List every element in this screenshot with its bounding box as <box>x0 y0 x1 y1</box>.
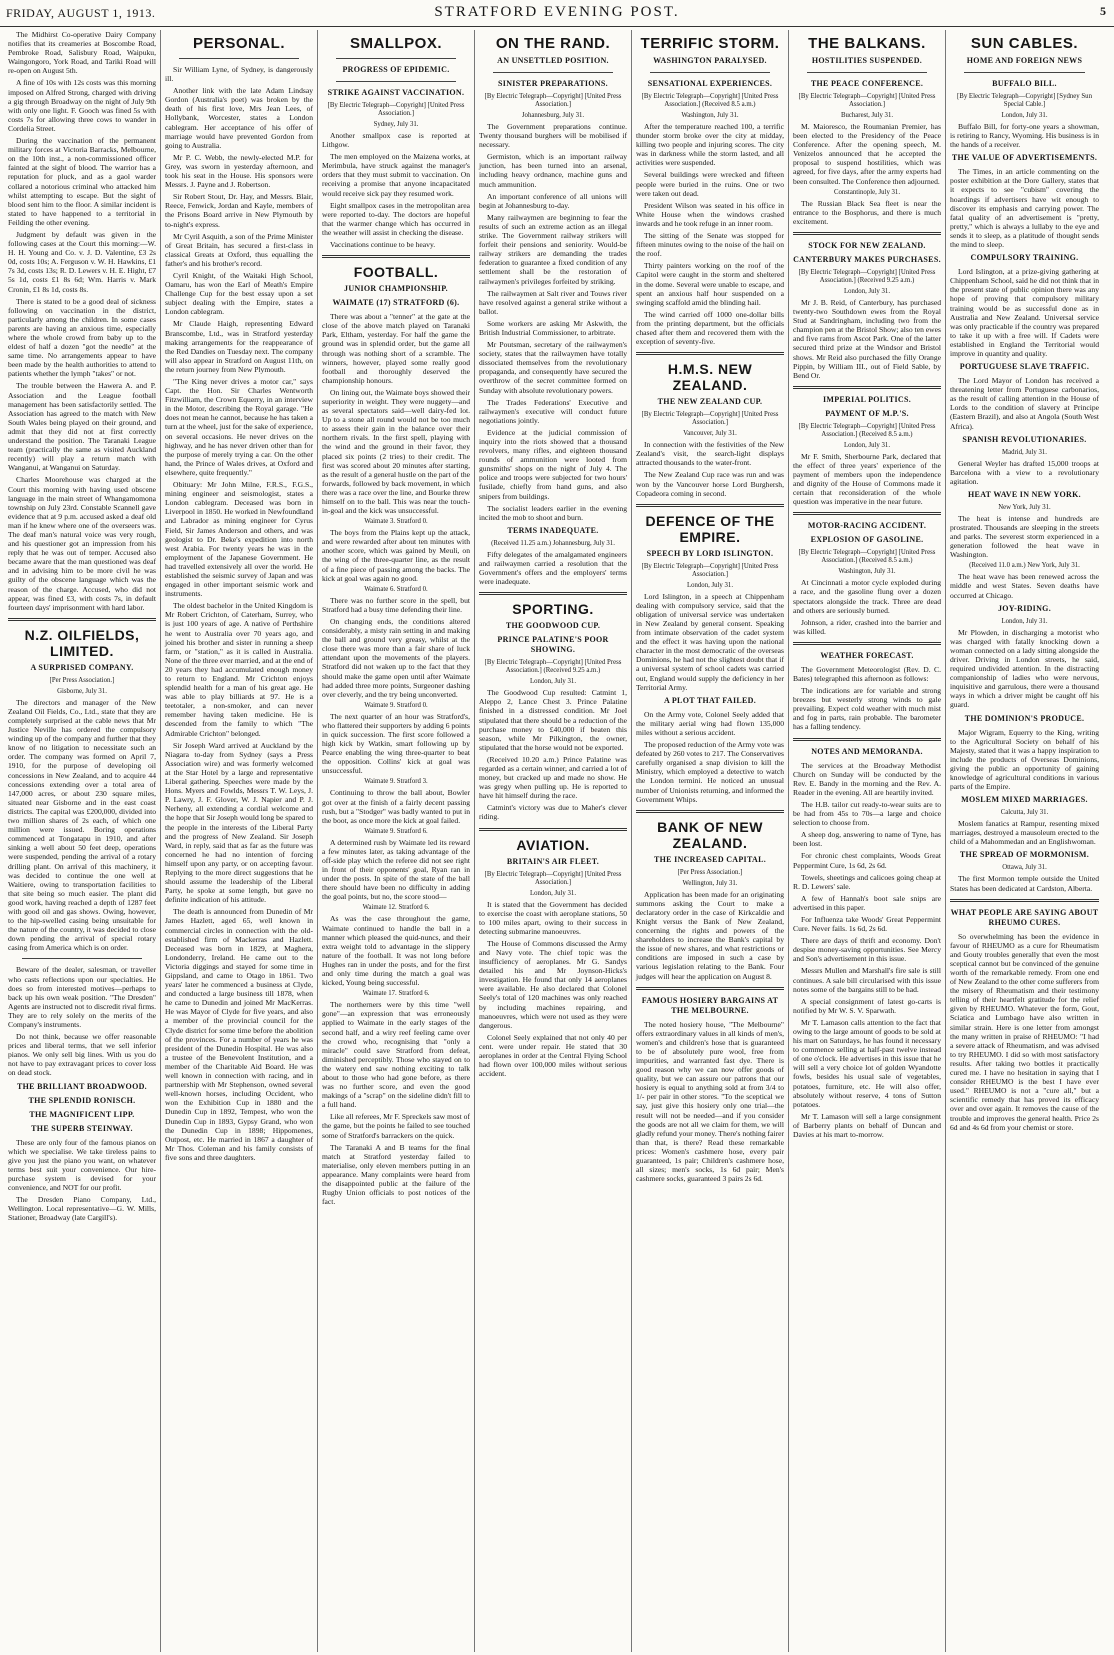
article-paragraph: The Lord Mayor of London has received a threatening letter from Portuguese carbonarios, as the result of calling attention in the House of Lords to the condition of slavery at Principe (Eastern Brazil), and also at Angola (South West Africa). <box>950 376 1099 431</box>
headline: AVIATION. <box>516 836 590 853</box>
article-paragraph: The New Zealand Cup race was run and was won by the Vancouver horse Lord Burghersh, Copadeora coming in second. <box>636 470 784 498</box>
article-paragraph: In connection with the festivities of the New Zealand's visit, the search-light displays attracted thousands to the water-front. <box>636 440 784 468</box>
article-paragraph: Catmint's victory was due to Maher's clever riding. <box>479 803 627 822</box>
article-paragraph: The Midhirst Co-operative Dairy Company notifies that its creameries at Boscombe Road, Pembroke Road, Salisbury Road, Waipuku, Waingongoro, York Road, and Tariki Road will re-open on August 5th. <box>8 30 156 76</box>
column-7 <box>946 30 1103 1652</box>
article-paragraph: As was the case throughout the game, Waimate continued to handle the ball in a manner which pleased the quid-nuncs, and their extra weight told to advantage in the slippery nature of the football. It was not long before Hughes ran in under the posts, and for the first and only time during the match a goal was kicked, Young being successful. <box>322 914 470 988</box>
headline: FOOTBALL. <box>353 264 439 281</box>
article-paragraph: On the Army vote, Colonel Seely added that the military aerial wing had flown 135,000 miles without a serious accident. <box>636 709 784 737</box>
dateline: London, July 31. <box>1001 617 1048 625</box>
credit-line: [By Electric Telegraph—Copyright] [United Press Association.] (Received 8.5 a.m.) <box>641 93 779 108</box>
subheading: HOSTILITIES SUSPENDED. <box>811 56 923 65</box>
dateline: London, July 31. <box>686 581 734 589</box>
issue-date: FRIDAY, AUGUST 1, 1913. <box>6 6 156 20</box>
credit-line: [By Electric Telegraph—Copyright] [United Press Association.] (Received 8.5 a.m.) <box>798 549 936 565</box>
subheading: A PLOT THAT FAILED. <box>663 695 757 705</box>
column-5 <box>632 30 789 1652</box>
article-paragraph: The boys from the Plains kept up the attack, and were rewarded after about ten minutes with another score, which was gained by Meuli, on the wing of the three-quarter line, as the result of a fine piece of passing among the backs. The kick at goal was again no good. <box>322 528 470 583</box>
headline: PERSONAL. <box>192 35 285 52</box>
divider <box>493 72 613 73</box>
dateline: Washington, July 31. <box>838 568 896 576</box>
divider <box>793 738 941 741</box>
credit-line: [By Electric Telegraph—Copyright] [United Press Association.] (Received 9.25 a.m.) <box>798 268 936 284</box>
article-paragraph: Sir Robert Stout, Dr. Hay, and Messrs. Blair, Reece, Fenwick, Jordan and Kayle, members of the Prisons Board arrive in New Plymouth by to-night's express. <box>165 192 313 229</box>
article-paragraph: Evidence at the judicial commission of inquiry into the riots showed that a thousand revolvers, many rifles, and eighteen thousand rounds of ammunition were looted from gunsmiths' shops on the night of July 4. The police and troops were subjected for two hours' fusilade, chiefly from hand guns, and also snipers from buildings. <box>479 427 627 501</box>
subheading: THE INCREASED CAPITAL. <box>653 854 767 864</box>
article-paragraph: The northerners were by this time "well gone"—an expression that was erroneously applied to Waimate in the early stages of the second half, and a wiry reef feeling came over the crowd who, recognising that "only a miracle" could save Stratford from defeat, diminished perceptibly. Those who stayed on to the watery end saw nothing exciting to talk about to those who had gone before, as there was no further score, and even the good makings of a "scrap" on the sideline didn't fill to a full hand. <box>322 1000 470 1110</box>
article-paragraph: Many railwaymen are beginning to fear the results of such an extreme action as an illegal strike. The Government railway strikers will forfeit their pensions and seniority. Would-be railway strikers are demanding the trades federation to guarantee a fixed condition of any settlement shall be the restoration of railwaymen's privileges forfeited by striking. <box>479 212 627 286</box>
article-paragraph: At Cincinnati a motor cycle exploded during a race, and the gasoline flung over a dozen spectators alongside the track. Three are dead and others are seriously burned. <box>793 578 941 615</box>
subheading: BUFFALO BILL. <box>992 79 1057 88</box>
article-paragraph: General Weyler has drafted 15,000 troops at Barcelona with a view to a revolutionary agitation. <box>950 458 1099 486</box>
article-paragraph: The Russian Black Sea fleet is near the entrance to the Bosphorus, and there is much excitement. <box>793 198 941 226</box>
dateline: Wellington, July 31. <box>682 879 738 887</box>
article-paragraph: M. Maioresco, the Roumanian Premier, has been elected to the Presidency of the Peace Conference. After the opening speech, M. Venizelos announced that he accepted the proposal to suspend hostilities, which was agreed, for five days, after the army experts had been consulted. The Conference then adjourned. <box>793 122 941 186</box>
headline: DEFENCE OF THE EMPIRE. <box>645 512 775 545</box>
score-line: Waimate 9. Stratford 3. <box>364 778 428 786</box>
column-3 <box>318 30 475 1652</box>
subheading: PRINCE PALATINE'S POOR SHOWING. <box>497 635 609 655</box>
dateline: Constantinople, July 31. <box>833 188 901 196</box>
article-paragraph: During the vaccination of the permanent military forces at Victoria Barracks, Melbourne, on the 10th inst., a non-commissioned officer fainted at the sight of blood. The warrior has a reputation for pluck, and as a gaol warder collared a notorious criminal who attacked him whilst attempting to escape. But the sight of blood sent him to the floor. A similar incident is stated to have happened to a territorial in Feilding the other evening. <box>8 136 156 227</box>
article-paragraph: The men employed on the Maizena works, at Merimbula, have struck against the manager's orders that they must submit to vaccination. On receiving a promise that anyone incapacitated would receive sick pay they resumed work. <box>322 152 470 198</box>
subheading: PAYMENT OF M.P.'S. <box>825 408 909 418</box>
subheading: STRIKE AGAINST VACCINATION. <box>327 88 465 97</box>
article-paragraph: The Government Meteorologist (Rev. D. C. Bates) telegraphed this afternoon as follows: <box>793 664 941 683</box>
article-paragraph: Continuing to throw the ball about, Bowler got over at the finish of a fairly decent passing rush, but a "Stodger" was badly wanted to put in the boot, as once more the kick at goal failed. <box>322 788 470 825</box>
divider <box>479 592 627 595</box>
article-paragraph: (Received 10.20 a.m.) Prince Palatine was regarded as a certain winner, and carried a lot of money, but cracked up and made no show. He was gregy when pulling up. He is reported to have hit himself during the race. <box>479 754 627 801</box>
divider <box>793 386 941 389</box>
subheading: TERMS INADEQUATE. <box>507 525 599 535</box>
article-paragraph: On lining out, the Waimate boys showed their superiority in weight. They were nuggety—and as several spectators said—well dairy-fed lot. Up to a stone all round would not be too much to assess their gain in the balance over their northern rivals. In the first spell, playing with the wind and the ground in their favor, they placed six points (2 tries) to their credit. The first was scored about 20 minutes after starting, as the result of a general hustle on the part of the forwards, followed by back movement, in which there was a race over the line, and Bourke threw himself on to the ball. This was near the touch-in-goal and the kick was unsuccessful. <box>322 387 470 516</box>
headline: NOTES AND MEMORANDA. <box>811 746 923 756</box>
article-paragraph: Obituary: Mr John Milne, F.R.S., F.G.S., mining engineer and seismologist, states a London cablegram. Deceased was born in Liverpool in 1850. He worked in Newfoundland and Labrador as mining engineer for Cyrus Field, Sir James Anderson and others, and was geologist to Dr. Beke's expedition into north west Arabia. For twenty years he was in the employment of the Japanese Government. He had travelled extensively all over the world. He established the seismic survey of Japan and was engaged in other important seismic work and instruments. <box>165 480 313 599</box>
article-paragraph: Judgment by default was given in the following cases at the Court this morning:—W. H. H. Young and Co. v. J. D. Valentine, £3 2s 0d, costs 10s; A. Ferguson v. W. H. Hawkins, £1 7s 3d, costs 13s; R. D. Lewers v. H. E. Hight, £7 5s 1d, costs £1 8s 6d; Wm. Harris v. Mark Cronin, £1 8s 1d, costs 8s. <box>8 229 156 294</box>
advert-paragraph: Beware of the dealer, salesman, or traveller who casts reflections upon our specialties. He does so from interested motives—perhaps to back up his own weak position. "The Dresden" Agents are instructed not to discredit rival firms. They are to rely solely on the merits of the Company's instruments. <box>8 965 156 1029</box>
headline: TERRIFIC STORM. <box>640 35 780 52</box>
subheading: THE GOODWOOD CUP. <box>505 621 601 631</box>
divider <box>636 352 784 355</box>
article-paragraph: A fine of 10s with 12s costs was this morning imposed on Alfred Strong, charged with driving a gig through Broadway on the night of July 9th with only one light. F. Gooch was fined 5s with costs 7s for allowing three cows to wander in Cordelia Street. <box>8 78 156 133</box>
article-paragraph: Germiston, which is an important railway junction, has been turned into an arsenal, including heavy ordnance, machine guns and much ammunition. <box>479 152 627 189</box>
subheading: THE DOMINION'S PRODUCE. <box>964 713 1085 723</box>
advert-line: THE SUPERB STEINWAY. <box>31 1123 133 1133</box>
headline: IMPERIAL POLITICS. <box>822 394 912 404</box>
article-paragraph: The first Mormon temple outside the United States has been dedicated at Cardston, Alberta. <box>950 874 1099 893</box>
dateline: London, July 31. <box>1001 112 1048 119</box>
column-6 <box>789 30 946 1652</box>
article-paragraph: Another smallpox case is reported at Lithgow. <box>322 131 470 150</box>
subheading: HEAT WAVE IN NEW YORK. <box>968 489 1081 499</box>
page-number: 5 <box>1100 4 1106 18</box>
article-paragraph: The directors and manager of the New Zealand Oil Fields, Co., Ltd., state that they are completely surprised at the cable news that Mr Justice Neville has ordered the compulsory winding up of the company and further that they know of no litigation to necessitate such an order. The company was formed on April 7, 1910, for the purpose of developing oil concessions in New Zealand, and to acquire 44 concessions extending over a total area of 147,000 acres, or about 230 square miles, situated near Gisborne and in the east coast districts. The capital was £200,000, divided into two million shares of 2s each, of which one million were issued. Boring operations commenced at Tongatapu in 1910, and after sinking a well about 50 feet deep, operations were suspended, pending the arrival of a rotary drilling plant. On arrival of this machinery, it was decided to continue the one well at Waitiere, owing to transportation facilities to that site being so much easier. The plant did good work, having reached a depth of 1287 feet with good oil and gas shows. Owing, however, to the hip-swelled casing being unsuitable for the nature of the country, it was decided to close down pending the arrival of special rotary casing from America which is on order. <box>8 697 156 953</box>
credit-line: [By Electric Telegraph—Copyright] [United Press Association.] (Received 8.5 a.m.) <box>798 422 936 438</box>
subheading: SPANISH REVOLUTIONARIES. <box>962 434 1087 444</box>
article-paragraph: The proposed reduction of the Army vote was defeated by 260 votes to 217. The Conservatives carefully organised a snap division to kill the Ministry, which employed a detective to watch the London termini. He noticed an unusual number of Unionists returning, and informed the Government Whips. <box>636 740 784 804</box>
article-paragraph: The heat wave has been renewed across the middle and west States. Seven deaths have occurred at Chicago. <box>950 572 1099 600</box>
dateline: Washington, July 31. <box>681 112 739 119</box>
dateline: Ottawa, July 31. <box>1002 864 1047 872</box>
score-line: Waimate 12. Stratford 6. <box>362 904 430 912</box>
article-paragraph: For chronic chest complaints, Woods Great Peppermint Cure, 1s 6d, 2s 6d. <box>793 851 941 870</box>
headline: SMALLPOX. <box>349 35 442 52</box>
article-paragraph: The Taranaki A and B teams for the final match at Stratford yesterday failed to materialise, only eleven members putting in an appearance. Many complaints were heard from the disappointed public at the failure of the Rugby Union officials to post notices of the fact. <box>322 1142 470 1207</box>
article-paragraph: Mr Cyril Asquith, a son of the Prime Minister of Great Britain, has secured a first-class in classical Greats at Oxford, thus equalling the father's and his brother's record. <box>165 231 313 268</box>
columns <box>4 30 1110 1652</box>
headline: SUN CABLES. <box>970 35 1079 52</box>
advert-headline: FAMOUS HOSIERY BARGAINS AT THE MELBOURNE. <box>641 995 779 1015</box>
divider <box>636 987 784 990</box>
divider <box>807 72 927 73</box>
credit-line: [By Electric Telegraph—Copyright] [United Press Association.] (Received 9.25 a.m.) <box>484 659 622 675</box>
subheading: A SURPRISED COMPANY. <box>30 662 134 672</box>
score-line: Waimate 6. Stratford 0. <box>364 585 428 593</box>
advert-paragraph: Do not think, because we offer reasonable prices and liberal terms, that we sell inferior pianos. We only sell big lines. With us you do not have to pay extravagant prices to cover loss on dead stock. <box>8 1032 156 1078</box>
article-paragraph: For Influenza take Woods' Great Peppermint Cure. Never fails. 1s 6d, 2s 6d. <box>793 914 941 934</box>
article-paragraph: The socialist leaders earlier in the evening incited the mob to shoot and burn. <box>479 503 627 522</box>
article-paragraph: The railwaymen at Salt river and Touws river have resolved against a general strike without a ballot. <box>479 288 627 316</box>
headline: N.Z. OILFIELDS, LIMITED. <box>24 626 140 659</box>
dateline: London, July 31. <box>529 678 577 686</box>
article-paragraph: It is stated that the Government has decided to exercise the coast with aeroplane stations, 50 to 100 miles apart, owing to their success in detecting submarine manoeuvres. <box>479 899 627 936</box>
article-paragraph: The House of Commons discussed the Army and Navy vote. The chief topic was the insufficiency of aeroplanes. Mr G. Sandys detailed his and Mr Joynson-Hicks's investigation. He found that only 14 aeroplanes were available. He also declared that Colonel Seely's total of 120 machines was only reached by including machines repairing, and manoeuvres, which were not used as they were dangerous. <box>479 938 627 1030</box>
article-paragraph: Thirty painters working on the roof of the Capitol were caught in the storm and sheltered in the dome. Several were unable to escape, and spent an anxious half hour suspended on a swinging scaffold amid the blinding hail. <box>636 261 784 307</box>
score-line: Waimate 9. Stratford 6. <box>364 827 428 835</box>
headline: SPORTING. <box>512 601 594 618</box>
credit-line: [By Electric Telegraph—Copyright] [United Press Association.] <box>641 562 779 578</box>
subheading: CANTERBURY MAKES PURCHASES. <box>793 254 941 264</box>
article-paragraph: A special consignment of latest go-carts is notified by Mr W. S. V. Sparwath. <box>793 996 941 1015</box>
article-paragraph: The Trades Federations' Executive and railwaymen's executive will conduct future negotiations jointly. <box>479 397 627 425</box>
subheading: THE SPREAD OF MORMONISM. <box>959 850 1090 860</box>
credit-line: [Per Press Association.] <box>677 868 743 876</box>
dateline: London, July 31. <box>843 441 891 449</box>
credit-line: [By Electric Telegraph—Copyright] [United Press Association.] <box>484 93 622 108</box>
dateline: Sydney, July 31. <box>373 121 419 128</box>
credit-line: [By Electric Telegraph—Copyright] [United Press Association.] <box>327 102 465 117</box>
advert-line: THE SPLENDID RONISCH. <box>28 1095 136 1105</box>
subheading: THE PEACE CONFERENCE. <box>810 79 924 88</box>
dateline: Johannesburg, July 31. <box>521 112 585 119</box>
advert-paragraph: The Dresden Piano Company, Ltd., Wellington. Local representative—G. W. Mills, Stationer, Broadway (late Cargill's). <box>8 1195 156 1223</box>
dateline: New York, July 31. <box>998 503 1051 511</box>
masthead <box>0 0 1114 27</box>
dateline: Calcutta, July 31. <box>1000 809 1049 817</box>
divider <box>793 232 941 235</box>
article-paragraph: Some workers are asking Mr Askwith, the British Industrial Commissioner, to arbitrate. <box>479 318 627 337</box>
article-paragraph: On changing ends, the conditions altered considerably, a misty rain setting in and making the ball and ground very greasy, whilst at the close there was more than a fair share of luck attendant upon the movements of the players. Stratford did not waken up to the fact that they should make the game open until after Waimate had added three more points, Surgeoner dashing over cleverly, and the try being unconverted. <box>322 616 470 699</box>
article-paragraph: A determined rush by Waimate led its reward a few minutes later, as taking advantage of the off-side play which the referee did not see right in front of their opponents' goal, Ryan ran in under the posts. In spite of the state of the ball there should have been no difficulty in adding the goal points, but no, the score stood— <box>322 837 470 902</box>
advert-paragraph: So overwhelming has been the evidence in favour of RHEUMO as a cure for Rheumatism and Gouty troubles generally that even the most sceptical cannot but be convinced of the genuine worth of the remarkable remedy. From one end of New Zealand to the other come sufferers from the misery of Rheumatism and their testimony telling of their heartfelt gratitude for the relief given by RHEUMO. Whatever the form, Gout, Sciatica and Lumbago have also written in similar strain. Here is one letter from amongst the many written in praise of RHEUMO: "I had a severe attack of Rheumatism, and was advised to try RHEUMO. I did so with most satisfactory results. After taking two bottles it practically cured me. I have no hesitation in saying that I consider RHEUMO is the best I have ever used." RHEUMO is not a "cure all," but a scientific remedy that has proved its efficacy over and over again. It removes the cause of the trouble and improves the general health. Price 2s 6d and 4s 6d from your chemist or store. <box>950 931 1099 1132</box>
dateline: London, July 31. <box>843 287 891 295</box>
subheading: BRITAIN'S AIR FLEET. <box>506 856 600 866</box>
divider <box>950 899 1099 902</box>
dateline: Gisborne, July 31. <box>57 687 107 695</box>
article-paragraph: The next quarter of an hour was Stratford's, who flattered their supporters by adding 6 points in quick succession. The first score followed a high kick by Watkin, smart following up by Pearce enabling the wing three-quarter to beat the opposition. Collins' kick at goal was unsuccessful. <box>322 711 470 776</box>
subheading: THE NEW ZEALAND CUP. <box>657 397 763 407</box>
divider <box>336 81 456 82</box>
score-line: Waimate 3. Stratford 0. <box>364 518 428 526</box>
subheading: MOSLEM MIXED MARRIAGES. <box>961 795 1088 805</box>
article-paragraph: Another link with the late Adam Lindsay Gordon (Australia's poet) was broken by the death of his first love, Mrs Jean Lees, of Hollybank, Worcester, states a London cablegram. Her acceptance of his offer of marriage would have prevented Gordon from going to Australia. <box>165 86 313 150</box>
article-paragraph: The heat is intense and hundreds are prostrated. Thousands are sleeping in the streets and parks. The severest storm experienced in a generation followed the heat wave in Washington. <box>950 513 1099 560</box>
article-paragraph: The H.B. tailor cut ready-to-wear suits are to be had from 45s to 70s—a large and choice selection to choose from. <box>793 799 941 828</box>
divider <box>22 958 142 959</box>
article-paragraph: There are days of thrift and economy. Don't despise money-saving opportunities. See Mercy and Son's advertisement in this issue. <box>793 936 941 964</box>
advert-paragraph: These are only four of the famous pianos on which we specialise. We take tireless pains to give you just the piano you want, on whatever terms best suit your convenience. Our hire-purchase system is devised for your convenience, and NOT for our profit. <box>8 1137 156 1193</box>
article-paragraph: Sir Joseph Ward arrived at Auckland by the Niagara to-day from Sydney (says a Press Association wire) and was formerly welcomed at the Star Hotel by a large and representative Liberal gathering. Speeches were made by the Hons. Myers and Fowlds, Messrs T. W. Leys, J. P. Lawry, J. F. Glover, W. J. Napier and P. J. Nerheny, all extending a cordial welcome and the hope that Sir Joseph would long be spared to the people in the interests of the Liberal Party and the progress of New Zealand. Sir Joseph Ward, in reply, said that as far as the future was concerned he had no intention of forcing himself upon any party, or on accepting favour. Replying to the more direct suggestions that he should assume the leadership of the Liberal Party, he spoke at some length, but gave no definite indication of his attitude. <box>165 740 313 905</box>
divider <box>322 255 470 258</box>
headline: MOTOR-RACING ACCIDENT. <box>807 521 927 531</box>
article-paragraph: Mr Claude Haigh, representing Edward Branscombe, Ltd., was in Stratford yesterday making arrangements for the reappearance of the Red Dandies on Tuesday next. The company will also appear in Stratford on August 11th, on the return journey from New Plymouth. <box>165 319 313 374</box>
dateline: (Received 11.0 a.m.) New York, July 31. <box>969 562 1080 570</box>
subheading: EXPLOSION OF GASOLINE. <box>810 535 924 545</box>
subheading: PORTUGUESE SLAVE TRAFFIC. <box>959 362 1090 372</box>
divider <box>336 58 456 59</box>
article-paragraph: Like all referees, Mr F. Spreckels saw most of the game, but the points he failed to see touched some of Stratford's barrackers on the quick. <box>322 1112 470 1140</box>
subheading: PROGRESS OF EPIDEMIC. <box>342 65 450 74</box>
article-paragraph: Major Wigram, Equerry to the King, writing to the Agricultural Society on behalf of his Majesty, stated that it was a happy inspiration to include the products of Overseas Dominions, giving the public an opportunity of gaining knowledge of agricultural conditions in various parts of the Empire. <box>950 727 1099 792</box>
divider <box>650 72 770 73</box>
subheading: WAIMATE (17) STRATFORD (6). <box>332 298 460 308</box>
advert-line: THE BRILLIANT BROADWOOD. <box>17 1081 147 1091</box>
article-paragraph: The oldest bachelor in the United Kingdom is Mr Robert Crichton, of Caterham, Surrey, who is just 100 years of age. A native of Perthshire he went to Australia over 70 years ago, and joined his brother and sister in running a sheep farm, or "station," as it is called in Australia. None of the three ever married, and at the end of 20 years they had accumulated enough money to return to England. Mr Crichton enjoys splendid health for a man of his great age. He was able to play billiards at 97. He is a teetotaler, a non-smoker, and can never remember having taken medicine. He is descended from the family to which "The Admirable Crichton" belonged. <box>165 601 313 738</box>
article-paragraph: The death is announced from Dunedin of Mr James Hazlett, aged 65, well known in commercial circles in connection with the old-established firm of Mackerras and Hazlett. Deceased was born in 1829, at Maghera, Londonderry, Ireland. He came out to the Victoria diggings and stayed for some time in Gippsland, and came to Otago in 1861. Two years' later he commenced a business at Clyde, and conducted a large business till 1878, when he came to Dunedin and joined Mr MacKerras. He was Mayor of Clyde for five years, and also a member of the provincial council for the Clyde district for some time before the abolition of the provinces. For a number of years he was president of the Dunedin Hospital. He was also a trustee of the Benevolent Institution, and a member of the Charitable Aid Board. He was well known in connection with racing, and in partnership with Mr Stephenson, owned several well-known horses, including Occident, who won the Exhibition Cup in 1880 and the Dunedin Cup in 1892, Tempest, who won the Dunedin Cup in 1893, Gypsy Grand, who won the Dunedin Cup in 1898; Hippomenes, Outpost, etc. He married in 1867 a daughter of Mr Thos. Coleman and his family consists of five sons and three daughters. <box>165 907 313 1162</box>
dateline: Bucharest, July 31. <box>840 112 894 119</box>
article-paragraph: Mr Plowden, in discharging a motorist who was charged with fatally knocking down a woman connected on a lady sitting alongside the driver. Driving in London streets, he said, required undivided attention. In the distracting companionship of ladies who were nervous, inquisitive and garrulous, there were a thousand ways in which a driver might be caught off his guard. <box>950 627 1099 710</box>
subheading: THE VALUE OF ADVERTISEMENTS. <box>951 153 1098 163</box>
article-paragraph: Mr T. Lamason will sell a large consignment of Barberry plants on behalf of Duncan and Davies at his mart to-morrow. <box>793 1111 941 1140</box>
article-paragraph: Mr P. C. Webb, the newly-elected M.P. for Grey, was sworn in yesterday afternoon, and took his seat in the House. His sponsors were Messrs. J. Payne and J. Robertson. <box>165 152 313 190</box>
article-paragraph: There was about a "tenner" at the gate at the close of the above match played on Taranaki Park, Eltham, yesterday. For half the game the ground was in splendid order, but the game all through was nothing short of a scramble. The winners, however, played some really good football and thoroughly deserved the championship honours. <box>322 312 470 385</box>
advert-headline: WHAT PEOPLE ARE SAYING ABOUT RHEUMO CURES. <box>950 907 1099 927</box>
article-paragraph: The services at the Broadway Methodist Church on Sunday will be conducted by the Rev. E. Bandy in the morning and the Rev. A. Reader in the evening. All are heartily invited. <box>793 760 941 797</box>
article-paragraph: The trouble between the Hawera A. and P. Association and the League football management has been satisfactorily settled. The Association has agreed to the match with New South Wales being played on their ground, and admit that they did not at first correctly understand the position. The Taranaki League team (practically the same as visited Auckland recently) will play a return match with Wanganui, at Wanganui on Saturday. <box>8 381 156 473</box>
column-4 <box>475 30 632 1652</box>
headline: ON THE RAND. <box>495 35 611 52</box>
advert-line: THE MAGNIFICENT LIPP. <box>29 1109 135 1119</box>
article-paragraph: Fifty delegates of the amalgamated engineers and railwaymen carried a resolution that the Government's offers and the employers' terms were inadequate. <box>479 549 627 587</box>
article-paragraph: Eight smallpox cases in the metropolitan area were reported to-day. The doctors are hopeful that the warmer change which has occurred in the weather will assist in checking the disease. <box>322 200 470 237</box>
article-paragraph: Messrs Mullen and Marshall's fire sale is still continues. A sale bill circularised with this issue notes some of the bargains still to be had. <box>793 966 941 994</box>
divider <box>964 72 1085 73</box>
credit-line: [Per Press Association.] <box>49 676 115 684</box>
divider <box>8 618 156 621</box>
subheading: SENSATIONAL EXPERIENCES. <box>647 79 773 88</box>
subheading: SINISTER PREPARATIONS. <box>498 79 608 88</box>
advert-paragraph: The noted hosiery house, "The Melbourne" offers extraordinary values in all kinds of men's, women's and children's hose that is guaranteed to be of absolutely pure wool, free from impurities, and warranted fast dye. There is good reason why we can now offer goods of quality, but we can assure our patrons that our hosiery is equal to anything sold at from 3/4 to 1/- per pair in other stores. "To the sceptical we say, just give this hosiery only one trial—the result will not be needed—and if you consider the goods are not all we claim for them, we will gladly refund your money. There's nothing fairer than that, is there? Read these remarkable prices: Women's cashmere hose, every pair guaranteed, 1s pair; Children's cashmere hose, all sizes; men's socks, 1s 6d pair; Men's cashmere socks, guaranteed 3 pairs 2s 6d. <box>636 1019 784 1184</box>
article-paragraph: The sitting of the Senate was stopped for fifteen minutes owing to the noise of the hail on the roof. <box>636 231 784 259</box>
article-paragraph: A sheep dog, answering to name of Tyne, has been lost. <box>793 830 941 849</box>
subheading: SPEECH BY LORD ISLINGTON. <box>646 548 774 558</box>
article-paragraph: Lord Islington, at a prize-giving gathering at Chippenham School, said he did not think that in the present state of public opinion there was any hope of proving that compulsory military training would be as successful done as in Australia and New Zealand. Universal service was only practicable if the country was prepared to take it up with a free will. If Cadets were established in England the Territorial would improve in quantity and quality. <box>950 267 1099 358</box>
subheading: HOME AND FOREIGN NEWS <box>966 56 1083 65</box>
article-paragraph: A few of Hannah's boot sale snips are advertised in this paper. <box>793 893 941 912</box>
divider <box>179 58 299 59</box>
divider <box>793 642 941 645</box>
divider <box>793 512 941 515</box>
article-paragraph: The indications are for variable and strong breezes but westerly strong winds to gale prevailing. Expect cold weather with much mist and fog in parts, rain probable. The barometer has a falling tendency. <box>793 686 941 732</box>
newspaper-title: STRATFORD EVENING POST. <box>434 4 680 20</box>
credit-line: [By Electric Telegraph—Copyright] [United Press Association.] <box>641 411 779 427</box>
article-paragraph: Several buildings were wrecked and fifteen people were buried in the ruins. One or two were taken out dead. <box>636 170 784 198</box>
article-paragraph: Towels, sheetings and calicoes going cheap at R. D. Lewers' sale. <box>793 872 941 891</box>
article-paragraph: Mr J. B. Reid, of Canterbury, has purchased twenty-two Southdown ewes from the Royal Stud at Sandringham, including two from the champion pen at the Bristol Show; also ten ewes and five rams from Ascot Park. One of the latter secured third prize at the Windsor and Bristol shows. Mr Reid also purchased the filly Orange Pippin, by William III., out of Field Sable, by Bend Or. <box>793 297 941 380</box>
headline: THE BALKANS. <box>808 35 926 52</box>
article-paragraph: Lord Islington, in a speech at Chippenham dealing with compulsory service, said that the obligation of universal service was undertaken in New Zealand by general consent. Speaking from intimate observation of the cadet system and the effect it was having upon the national character in the most democratic of the overseas Dominions, he had not the slightest doubt that if a universal system of school cadets was carried out, England would supply the deficiency in her Territorial Army. <box>636 591 784 692</box>
divider <box>636 504 784 507</box>
article-paragraph: The Government preparations continue. Twenty thousand burghers will be mobilised if necessary. <box>479 122 627 150</box>
credit-line: [By Electric Telegraph—Copyright] [United Press Association.] <box>798 93 936 108</box>
score-line: Waimate 9. Stratford 0. <box>364 701 428 709</box>
headline: BANK OF NEW ZEALAND. <box>657 818 763 851</box>
article-paragraph: Cyril Knight, of the Waitaki High School, Oamaru, has won the Earl of Meath's Empire Challenge Cup for the best essay upon a set subject dealing with the Empire, states a London cablegram. <box>165 270 313 317</box>
article-paragraph: Colonel Seely explained that not only 40 per cent. were under repair. He stated that 30 aeroplanes in order at the Central Flying School had flown over 100,000 miles without serious accident. <box>479 1032 627 1079</box>
credit-line: [By Electric Telegraph—Copyright] [United Press Association.] <box>484 870 622 886</box>
dateline: Vancouver, July 31. <box>683 430 737 438</box>
article-paragraph: Vaccinations continue to be heavy. <box>330 240 436 250</box>
headline: H.M.S. NEW ZEALAND. <box>667 361 753 394</box>
article-paragraph: Mr Poutsman, secretary of the railwaymen's society, states that the railwaymen have totally dissociated themselves from the revolutionary propaganda, and consequently have secured the overthrow of the secret committee formed on Sunday with absolute revolutionary powers. <box>479 340 627 395</box>
article-paragraph: The wind carried off 1000 one-dollar bills from the printing department, but the officials chased after them and recovered them with the exception of seventy-five. <box>636 309 784 347</box>
article-paragraph: An important conference of all unions will begin at Johannesburg to-day. <box>479 191 627 210</box>
divider <box>479 828 627 831</box>
dateline: Madrid, July 31. <box>1002 448 1047 456</box>
subheading: JOY-RIDING. <box>997 603 1051 613</box>
subheading: COMPULSORY TRAINING. <box>970 253 1079 263</box>
divider <box>636 810 784 813</box>
article-paragraph: After the temperature reached 100, a terrific thunder storm broke over the city at midday, killing two people and injuring scores. The city was in darkness while the storm lasted, and all activities were suspended. <box>636 122 784 168</box>
dateline: (Received 11.25 a.m.) Johannesburg, July 31. <box>491 539 615 547</box>
article-paragraph: Moslem fanatics at Rampur, resenting mixed marriages, destroyed a mausoleum erected to the child of a Mahommedan and an Englishwoman. <box>950 819 1099 847</box>
article-paragraph: President Wilson was seated in his office in White House when the windows crashed inwards and he took refuge in an inner room. <box>636 200 784 228</box>
column-2 <box>161 30 318 1652</box>
article-paragraph: Charles Moorehouse was charged at the Court this morning with having used obscene language in the main street of Whangamomona township on July 23rd. Constable Scannell gave evidence that at 9 p.m. accused asked a deaf old man if he knew where one of the overseers was. The deaf man's natural voice was very rough, and his questioner got an impression from his reply that he was out of temper. Accused also became aware that the man questioned was deaf and in advising him to be more civil he was guilty of the obscene language which was the reason of the charge. Accused, who did not appear, was fined £3, with costs 7s, in default fourteen days' imprisonment with hard labor. <box>8 475 156 612</box>
column-1 <box>4 30 161 1652</box>
subheading: AN UNSETTLED POSITION. <box>497 56 609 65</box>
subheading: JUNIOR CHAMPIONSHIP. <box>344 284 448 294</box>
article-paragraph: Application has been made for an originating summons asking the Court to make a declaratory order in the case of Kirkcaldie and Knight versus the Bank of New Zealand, concerning the rights and powers of the shareholders to increase the Bank's capital by the issue of new shares, and what restrictions or conditions are imposed in such a case by various legislation relating to the Bank. Four judges will hear the application on August 8. <box>636 889 784 981</box>
article-paragraph: The Times, in an article commenting on the poster exhibition at the Dore Gallery, states that it expects to see "cubism" covering the hoardings if advertisers have wit enough to discover its emphasis and carrying power. The fatal quality of an advertisement is "pretty, pretty," which is always a lullaby to the eye and sends it to sleep, as a platitude of thought sends the mind to sleep. <box>950 167 1099 250</box>
headline: WEATHER FORECAST. <box>820 650 914 660</box>
article-paragraph: The Goodwood Cup resulted: Catmint 1, Aleppo 2, Lance Chest 3. Prince Palatine finished in a distressed condition. Mr Joel stipulated that there should be a reduction of the purchase money to £40,000 if beaten this season, while Mr Pilkington, the owner, stipulated that the horse would not be exported. <box>479 688 627 752</box>
article-paragraph: Mr T. Lamason calls attention to the fact that owing to the large amount of goods to be sold at his mart on Saturdays, he has found it necessary to commence selling at half-past twelve instead of one o'clock. He advertises in this issue that he will sell a very choice lot of golden Wyandotte fowls, besides his usual sale of vegetables, potatoes, furniture, etc. He will also offer, absolutely without reserve, 4 tons of Sutton potatoes. <box>793 1017 941 1109</box>
score-line: Waimate 17. Stratford 6. <box>362 990 430 998</box>
article-paragraph: Mr F. Smith, Sherbourne Park, declared that the effect of three years' experience of the payment of members upon the independence and dignity of the House of Commons made it certain that reconsideration of the whole question was imperative in the near future. <box>793 451 941 507</box>
subheading: WASHINGTON PARALYSED. <box>653 56 767 65</box>
article-paragraph: Johnson, a rider, crashed into the barrier and was killed. <box>793 617 941 636</box>
credit-line: [By Electric Telegraph—Copyright] [Sydney Sun Special Cable.] <box>957 93 1092 108</box>
article-paragraph: Buffalo Bill, for forty-one years a showman, is retiring to Rancy, Wyoming. His business is in the hands of a receiver. <box>950 122 1099 150</box>
article-paragraph: Sir William Lyne, of Sydney, is dangerously ill. <box>165 65 313 84</box>
dateline: London, July 31. <box>529 889 577 897</box>
article-paragraph: There was no further score in the spell, but Stratford had a busy time defending their line. <box>322 595 470 614</box>
article-paragraph: There is stated to be a good deal of sickness following on vaccination in the district, particularly among the children. In some cases parents are having an anxious time, especially where the whole crowd from baby up to the eldest of half a dozen "got the needle" at the same time. No arrangements appear to have been made by the health authorities to attend to patients whether the lymph "takes" or not. <box>8 296 156 379</box>
headline: STOCK FOR NEW ZEALAND. <box>808 240 926 250</box>
article-paragraph: "The King never drives a motor car," says Capt. the Hon. Sir Charles Wentworth Fitzwilliam, the Crown Equerry, in an interview in the Motor, describing the Royal garage. "He does not mean he cannot, because he has taken a turn at the wheel, just for the sake of experience, on several occasions. He never drives on the highway, and he has never driven other than for the purpose of merely trying a car. On the other hand, the Prince of Wales drives, at Oxford and elsewhere, quite frequently." <box>165 377 313 477</box>
